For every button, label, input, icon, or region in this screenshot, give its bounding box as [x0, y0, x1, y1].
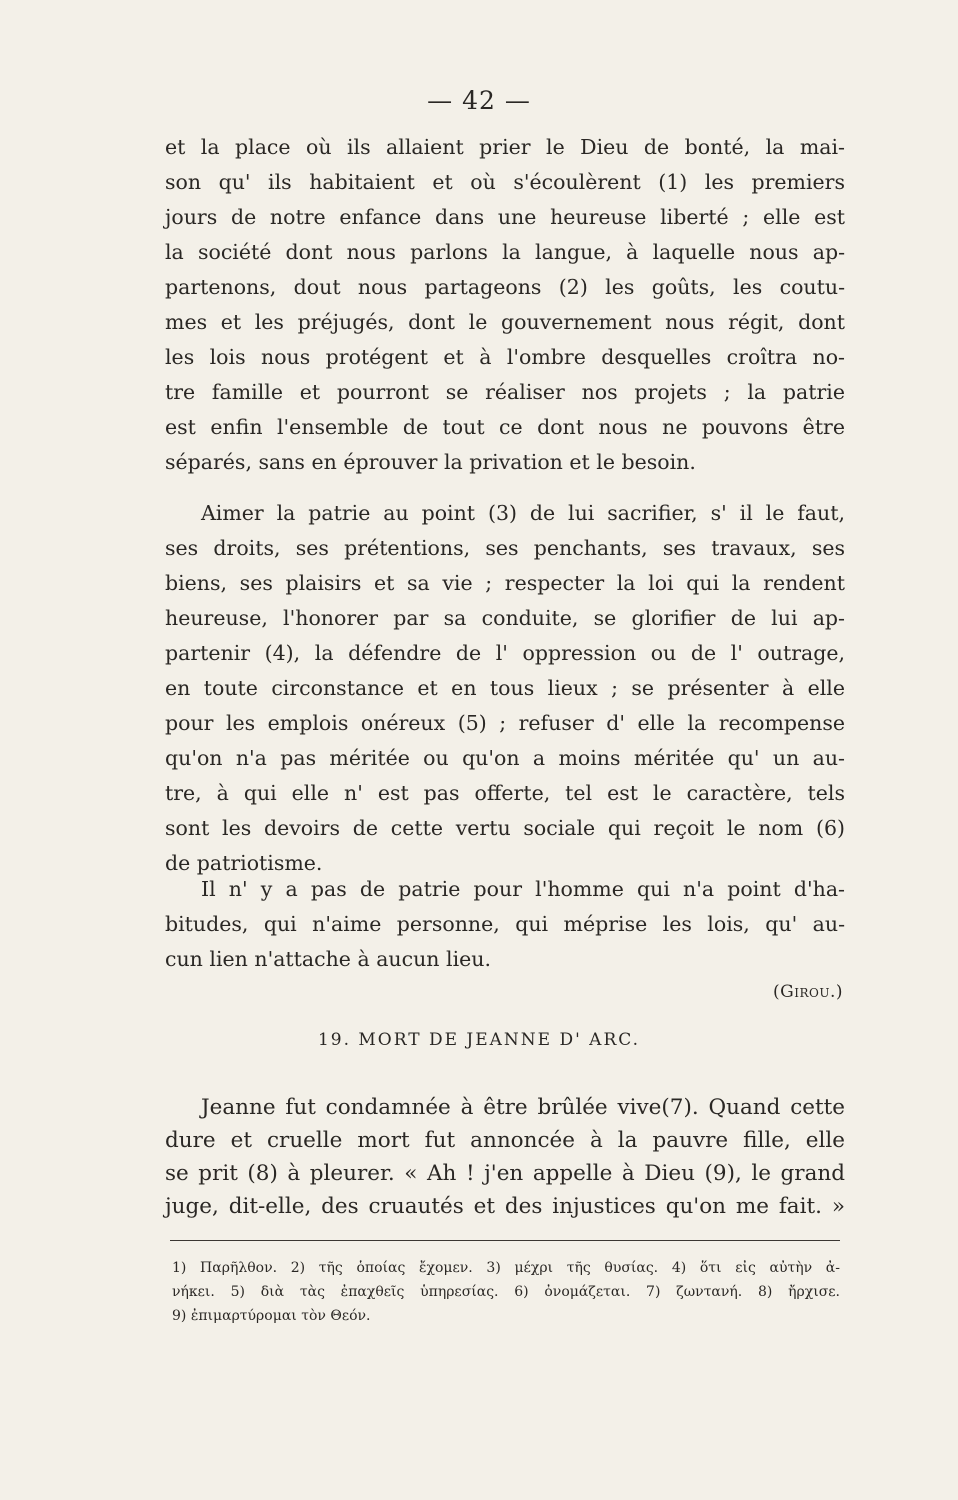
text-line: la société dont nous parlons la langue, à laquelle nous ap-	[165, 240, 845, 264]
text-line: se prit (8) à pleurer. « Ah ! j'en appelle à Dieu (9), le grand	[165, 1161, 845, 1186]
text-line: heureuse, l'honorer par sa conduite, se glorifier de lui ap-	[165, 606, 845, 630]
text-line: biens, ses plaisirs et sa vie ; respecter la loi qui la rendent	[165, 571, 845, 595]
text-line: Il n' y a pas de patrie pour l'homme qui n'a point d'ha-	[201, 877, 845, 901]
text-line: en toute circonstance et en tous lieux ; se présenter à elle	[165, 676, 845, 700]
text-line: est enfin l'ensemble de tout ce dont nous ne pouvons être	[165, 415, 845, 439]
text-line: ses droits, ses prétentions, ses penchants, ses travaux, ses	[165, 536, 845, 560]
text-line: mes et les préjugés, dont le gouvernement nous régit, dont	[165, 310, 845, 334]
text-line: pour les emplois onéreux (5) ; refuser d' elle la recompense	[165, 711, 845, 735]
text-line: séparés, sans en éprouver la privation et le besoin.	[165, 450, 696, 474]
text-line: et la place où ils allaient prier le Dieu de bonté, la mai-	[165, 135, 845, 159]
text-line: cun lien n'attache à aucun lieu.	[165, 947, 491, 971]
paragraph-definition	[165, 130, 845, 480]
footnote-line: 1) Παρῆλθον. 2) τῆς ὁποίας ἔχομεν. 3) μέχρι τῆς θυσίας. 4) ὅτι εἰς αὐτὴν ἀ-	[172, 1260, 840, 1276]
text-line: dure et cruelle mort fut annoncée à la pauvre fille, elle	[165, 1128, 845, 1153]
text-line: bitudes, qui n'aime personne, qui méprise les lois, qu' au-	[165, 912, 845, 936]
text-line: Aimer la patrie au point (3) de lui sacrifier, s' il le faut,	[201, 501, 845, 525]
text-line: tre, à qui elle n' est pas offerte, tel est le caractère, tels	[165, 781, 845, 805]
footnote-line: 9) ἐπιμαρτύρομαι τὸν Θεόν.	[172, 1308, 371, 1324]
text-line: de patriotisme.	[165, 851, 323, 875]
text-line: sont les devoirs de cette vertu sociale qui reçoit le nom (6)	[165, 816, 845, 840]
text-line: qu'on n'a pas méritée ou qu'on a moins méritée qu' un au-	[165, 746, 845, 770]
text-line: Jeanne fut condamnée à être brûlée vive(7). Quand cette	[201, 1095, 845, 1120]
author-signature: (Girou.)	[773, 982, 843, 1002]
footnote-line: νήκει. 5) διὰ τὰς ἐπαχθεῖς ὑπηρεσίας. 6) ὀνομάζεται. 7) ζωντανή. 8) ἤρχισε.	[172, 1284, 840, 1300]
text-line: juge, dit-elle, des cruautés et des injustices qu'on me fait. »	[165, 1194, 845, 1219]
footnote-divider	[170, 1240, 840, 1241]
paragraph-patriotism	[165, 496, 845, 881]
text-line: partenir (4), la défendre de l' oppression ou de l' outrage,	[165, 641, 845, 665]
text-line: tre famille et pourront se réaliser nos projets ; la patrie	[165, 380, 845, 404]
page-number: — 42 —	[427, 86, 531, 115]
text-line: son qu' ils habitaient et où s'écoulèrent (1) les premiers	[165, 170, 845, 194]
text-line: partenons, dout nous partageons (2) les goûts, les coutu-	[165, 275, 845, 299]
paragraph-no-patrie	[165, 872, 845, 977]
footnotes	[172, 1256, 840, 1328]
text-line: les lois nous protégent et à l'ombre desquelles croîtra no-	[165, 345, 845, 369]
section-title: 19. MORT DE JEANNE D' ARC.	[317, 1030, 641, 1050]
paragraph-jeanne-d-arc	[165, 1091, 845, 1223]
text-line: jours de notre enfance dans une heureuse liberté ; elle est	[165, 205, 845, 229]
